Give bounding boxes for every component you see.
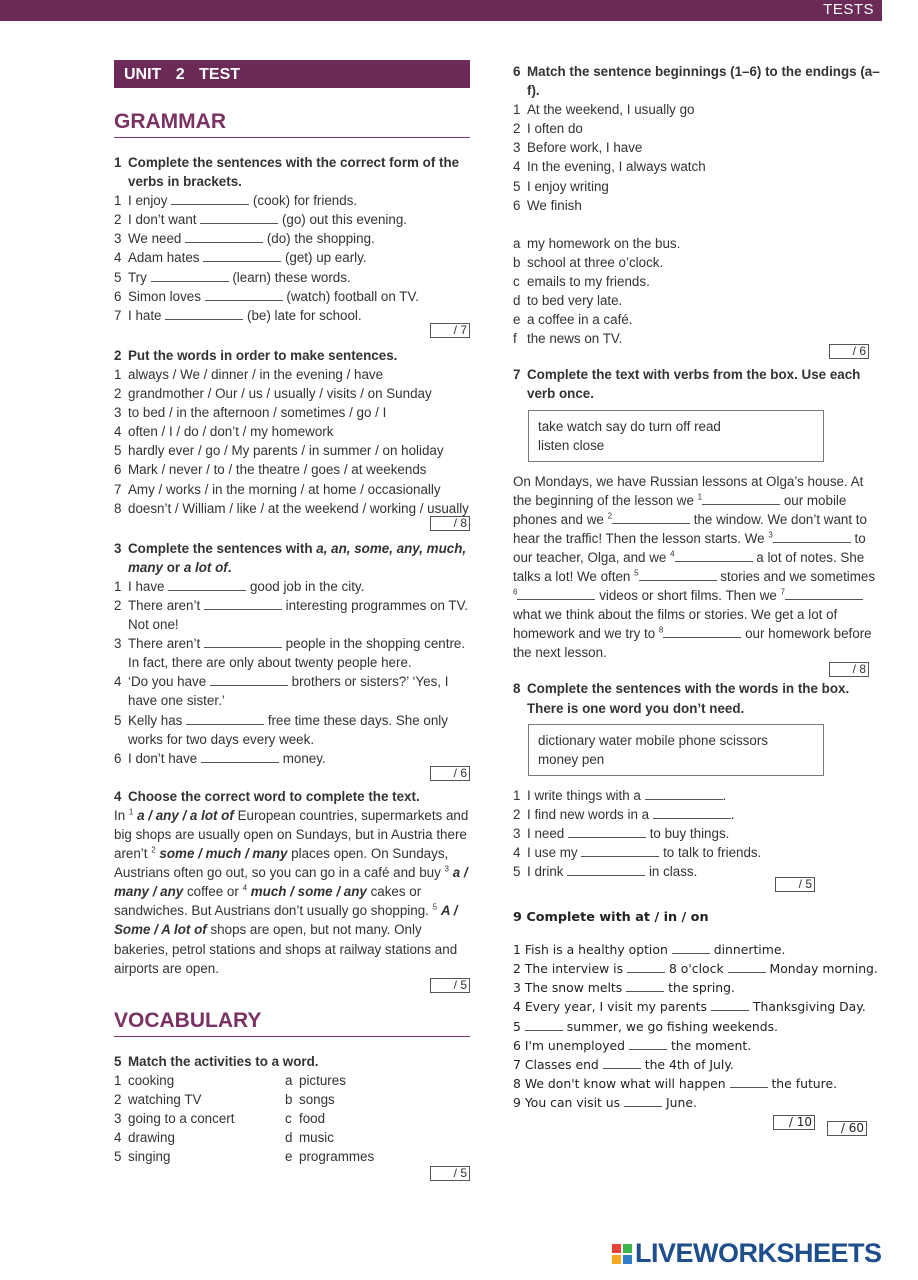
answer-blank[interactable] [785, 587, 863, 600]
question-3: 3 Complete the sentences with a, an, some, any, much, many or a lot of. 1 I have good job in the city. 2 There aren’t interesting programmes on TV. Not one! 3 There aren’t people in the shopping centre. In fact, there are only about twenty people here. 4 ‘Do you have brothers or sisters?’ ‘Yes, I have one sister.’ 5 Kelly has free time these days. She only works for two days every week. 6 I don’t have money. / 6 [114, 540, 469, 780]
list-item: 6 Mark / never / to / the theatre / goes / at weekends [114, 462, 427, 478]
answer-blank[interactable] [581, 844, 659, 857]
list-item: d to bed very late. [513, 293, 623, 309]
answer-blank[interactable] [185, 230, 263, 243]
list-item: 2 The interview is 8 o'clock Monday morning. [513, 961, 878, 977]
list-item: 4 I use my to talk to friends. [513, 844, 762, 860]
answer-blank[interactable] [567, 863, 645, 876]
list-item: f the news on TV. [513, 331, 623, 347]
list-item: 4 In the evening, I always watch [513, 159, 706, 175]
answer-blank[interactable] [773, 530, 851, 543]
answer-blank[interactable] [210, 673, 288, 686]
choice-2[interactable]: some / much / many [159, 846, 288, 862]
score-box: / 6 [829, 344, 869, 359]
score-box: / 7 [430, 323, 470, 338]
list-item: 3 There aren’t people in the shopping centre. In fact, there are only about twenty people here. [114, 636, 466, 671]
score-box: / 6 [430, 766, 470, 781]
list-item: 1 I enjoy (cook) for friends. [114, 193, 358, 209]
score-box: / 5 [430, 1166, 470, 1181]
list-item: 5 I enjoy writing [513, 178, 609, 194]
answer-blank[interactable] [568, 825, 646, 838]
list-item: 2 I find new words in a . [513, 806, 735, 822]
list-item: 5 singing [114, 1149, 171, 1165]
list-item: 3 Before work, I have [513, 140, 643, 156]
score-box: / 5 [430, 978, 470, 993]
answer-blank[interactable] [629, 1038, 667, 1050]
list-item: 2 There aren’t interesting programmes on TV. Not one! [114, 597, 469, 633]
list-item: a my homework on the bus. [513, 235, 681, 251]
list-item: 4 ‘Do you have brothers or sisters?’ ‘Yes, I have one sister.’ [114, 674, 449, 709]
list-item: e a coffee in a café. [513, 312, 633, 328]
list-item: 2 grandmother / Our / us / usually / visits / on Sunday [114, 386, 432, 402]
answer-blank[interactable] [165, 307, 243, 320]
list-item: b school at three o’clock. [513, 254, 664, 270]
answer-blank[interactable] [205, 288, 283, 301]
answer-blank[interactable] [627, 961, 665, 973]
list-item: 2 I don’t want (go) out this evening. [114, 212, 408, 228]
list-item: 4 drawing [114, 1130, 175, 1146]
top-banner [0, 0, 882, 21]
grammar-heading: GRAMMAR [114, 108, 470, 138]
list-item: 5 I drink in class. [513, 864, 698, 879]
logo-icon [612, 1244, 632, 1264]
list-item: a pictures [285, 1072, 346, 1088]
list-item: 4 Adam hates (get) up early. [114, 250, 367, 266]
answer-blank[interactable] [204, 597, 282, 610]
answer-blank[interactable] [645, 787, 723, 800]
question-9: 9 Complete with at / in / on 1 Fish is a healthy option dinnertime. 2 The interview is 8 o'clock Monday morning. 3 The snow melts the spring. 4 Every year, I visit my parents Thanksgiving Day. 5 summer, we go fishing weekends. 6 I'm unemployed the moment. 7 Classes end the 4th of July. 8 We don't know what will happen the future. 9 You can visit us June. / 10 / 60 [513, 908, 883, 1136]
question-8: 8 Complete the sentences with the words in the box. There is one word you don’t need. dictionary water mobile phone scissors money pen 1 I write things with a . 2 I find new words in a . 3 I need to buy things. 4 I use my to talk to friends. 5 I drink in class. / 5 [513, 679, 883, 892]
list-item: 7 Amy / works / in the morning / at home / occasionally [114, 481, 441, 497]
answer-blank[interactable] [603, 1057, 641, 1069]
question-5: 5 Match the activities to a word. 1 cooking a pictures 2 watching TV b songs 3 going to a concert c food 4 drawing d music 5 singing e programmes / 5 [114, 1052, 470, 1182]
list-item: 3 The snow melts the spring. [513, 980, 735, 996]
choice-3[interactable]: a / many / any [114, 865, 468, 900]
list-item: 1 always / We / dinner / in the evening / have [114, 366, 384, 382]
list-item: 1 At the weekend, I usually go [513, 102, 695, 118]
question-7: 7 Complete the text with verbs from the box. Use each verb once. take watch say do turn off read listen close On Mondays, we have Russian lessons at Olga’s house. At the beginning of the lesson we $^1$ our mobile phones and we $^2$ the window. We don’t want to hear the traffic! Then the lesson starts. We $^3$ to our teacher, Olga, and we $^4$ a lot of notes. She talks a lot! We often $^5$ stories and we sometimes $^6$ videos or short films. Then we $^7$ what we think about the films or stories. We get a lot of homework and we try to $^8$ our homework before the next lesson. / 8 [513, 365, 883, 677]
answer-blank[interactable] [663, 625, 741, 638]
answer-blank[interactable] [151, 269, 229, 282]
answer-blank[interactable] [675, 549, 753, 562]
list-item: 5 summer, we go fishing weekends. [513, 1018, 778, 1034]
answer-blank[interactable] [517, 587, 595, 600]
question-2: 2 Put the words in order to make sentences. 1 always / We / dinner / in the evening / have 2 grandmother / Our / us / usually / visits / on Sunday 3 to bed / in the afternoon / sometimes / go / I 4 often / I / do / don’t / my homework 5 hardly ever / go / My parents / in summer / on holiday 6 Mark / never / to / the theatre / goes / at weekends 7 Amy / works / in the morning / at home / occasionally 8 doesn’t / William / like / at the weekend / working / usually / 8 [114, 347, 469, 530]
list-item: 8 doesn’t / William / like / at the weekend / working / usually [114, 500, 469, 516]
answer-blank[interactable] [672, 942, 710, 954]
answer-blank[interactable] [702, 492, 780, 505]
answer-blank[interactable] [171, 192, 249, 205]
list-item: 1 cooking [114, 1072, 175, 1088]
list-item: 6 I'm unemployed the moment. [513, 1037, 752, 1053]
list-item: 2 watching TV [114, 1091, 202, 1107]
score-box: / 8 [829, 662, 869, 677]
choice-5[interactable]: A / Some / A lot of [114, 903, 458, 938]
list-item: 1 I have good job in the city. [114, 578, 365, 594]
list-item: 9 You can visit us June. [513, 1094, 697, 1110]
list-item: b songs [285, 1091, 335, 1107]
list-item: 2 I often do [513, 121, 583, 137]
question-6: 6 Match the sentence beginnings (1–6) to the endings (a–f). 1 At the weekend, I usually go 2 I often do 3 Before work, I have 4 In the evening, I always watch 5 I enjoy writing 6 We finish a my homework on the bus. b school at three o’clock. c emails to my friends. d to bed very late. e a coffee in a café. f the news on TV. / 6 [513, 62, 883, 359]
liveworksheets-logo [612, 1238, 882, 1269]
answer-blank[interactable] [203, 249, 281, 262]
left-column [114, 60, 470, 1181]
score-box: / 10 [773, 1115, 815, 1130]
list-item: 3 We need (do) the shopping. [114, 231, 375, 247]
answer-blank[interactable] [200, 211, 278, 224]
list-item: 4 Every year, I visit my parents Thanksgiving Day. [513, 999, 866, 1015]
right-column [513, 62, 883, 1136]
list-item: 8 We don't know what will happen the future. [513, 1075, 838, 1091]
answer-blank[interactable] [639, 568, 717, 581]
list-item: 6 I don’t have money. [114, 750, 326, 766]
list-item: c emails to my friends. [513, 273, 650, 289]
list-item: 5 Kelly has free time these days. She only works for two days every week. [114, 712, 448, 747]
answer-blank[interactable] [168, 578, 246, 591]
answer-blank[interactable] [624, 1095, 662, 1107]
tests-label: TESTS [823, 1, 874, 18]
answer-blank[interactable] [626, 980, 664, 992]
list-item: 7 I hate (be) late for school. [114, 307, 362, 323]
list-item: 7 Classes end the 4th of July. [513, 1056, 734, 1072]
answer-blank[interactable] [186, 712, 264, 725]
list-item: 1 I write things with a . [513, 787, 727, 803]
list-item: 3 to bed / in the afternoon / sometimes / go / I [114, 405, 387, 421]
score-box: / 8 [430, 516, 470, 531]
logo-text: LIVEWORKSHEETS [635, 1238, 882, 1268]
choice-1[interactable]: a / any / a lot of [137, 807, 234, 823]
score-box: / 5 [775, 877, 815, 892]
list-item: 1 Fish is a healthy option dinnertime. [513, 942, 786, 958]
answer-blank[interactable] [653, 806, 731, 819]
list-item: 3 I need to buy things. [513, 825, 730, 841]
list-item: c food [285, 1111, 326, 1127]
word-box: dictionary water mobile phone scissors money pen [528, 724, 824, 776]
question-1: 1 Complete the sentences with the correct form of the verbs in brackets. 1 I enjoy (cook) for friends. 2 I don’t want (go) out this evening. 3 We need (do) the shopping. 4 Adam hates (get) up early. 5 Try (learn) these words. 6 Simon loves (watch) football on TV. 7 I hate (be) late for school. / 7 [114, 153, 470, 338]
vocabulary-heading: VOCABULARY [114, 1007, 470, 1037]
unit-title: UNIT 2 TEST [114, 60, 470, 88]
list-item: e programmes [285, 1149, 375, 1165]
list-item: d music [285, 1130, 334, 1146]
list-item: 4 often / I / do / don’t / my homework [114, 424, 334, 440]
list-item: 5 Try (learn) these words. [114, 269, 351, 285]
question-4: 4 Choose the correct word to complete the text. In $^1$ a / any / a lot of European countries, supermarkets and big shops are usually open on Sundays, but in Austria there aren’t $^2$ some / much / many places open. On Sundays, Austrians often go out, so you can go in a café and buy $^3$ a / many / any coffee or $^4$ much / some / any cakes or sandwiches. But Austrians don’t usually go shopping. $^5$ A / Some / A lot of shops are open, but not many. Only bakeries, petrol stations and shops at railway stations and airports are open. / 5 [114, 788, 469, 992]
answer-blank[interactable] [730, 1076, 768, 1088]
answer-blank[interactable] [525, 1019, 563, 1031]
question-7-text: On Mondays, we have Russian lessons at Olga’s house. At the beginning of the lesson we $^1$ our mobile phones and we $^2$ the window. We don’t want to hear the traffic! Then the lesson starts. We $^3$ to our teacher, Olga, and we $^4$ a lot of notes. She talks a lot! We often $^5$ stories and we sometimes $^6$ videos or short films. Then we $^7$ what we think about the films or stories. We get a lot of homework and we try to $^8$ our homework before the next lesson. [513, 473, 876, 661]
question-4-text: In $^1$ a / any / a lot of European countries, supermarkets and big shops are usually open on Sundays, but in Austria there aren’t $^2$ some / much / many places open. On Sundays, Austrians often go out, so you can go in a café and buy $^3$ a / many / any coffee or $^4$ much / some / any cakes or sandwiches. But Austrians don’t usually go shopping. $^5$ A / Some / A lot of shops are open, but not many. Only bakeries, petrol stations and shops at railway stations and airports are open. [114, 807, 469, 976]
list-item: 6 We finish [513, 197, 582, 213]
total-score-box: / 60 [827, 1121, 867, 1136]
answer-blank[interactable] [612, 511, 690, 524]
answer-blank[interactable] [204, 635, 282, 648]
list-item: 6 Simon loves (watch) football on TV. [114, 288, 419, 304]
word-box: take watch say do turn off read listen close [528, 410, 824, 462]
choice-4[interactable]: much / some / any [250, 884, 367, 900]
answer-blank[interactable] [711, 999, 749, 1011]
answer-blank[interactable] [201, 750, 279, 763]
list-item: 3 going to a concert [114, 1111, 235, 1127]
answer-blank[interactable] [728, 961, 766, 973]
list-item: 5 hardly ever / go / My parents / in summer / on holiday [114, 443, 444, 459]
